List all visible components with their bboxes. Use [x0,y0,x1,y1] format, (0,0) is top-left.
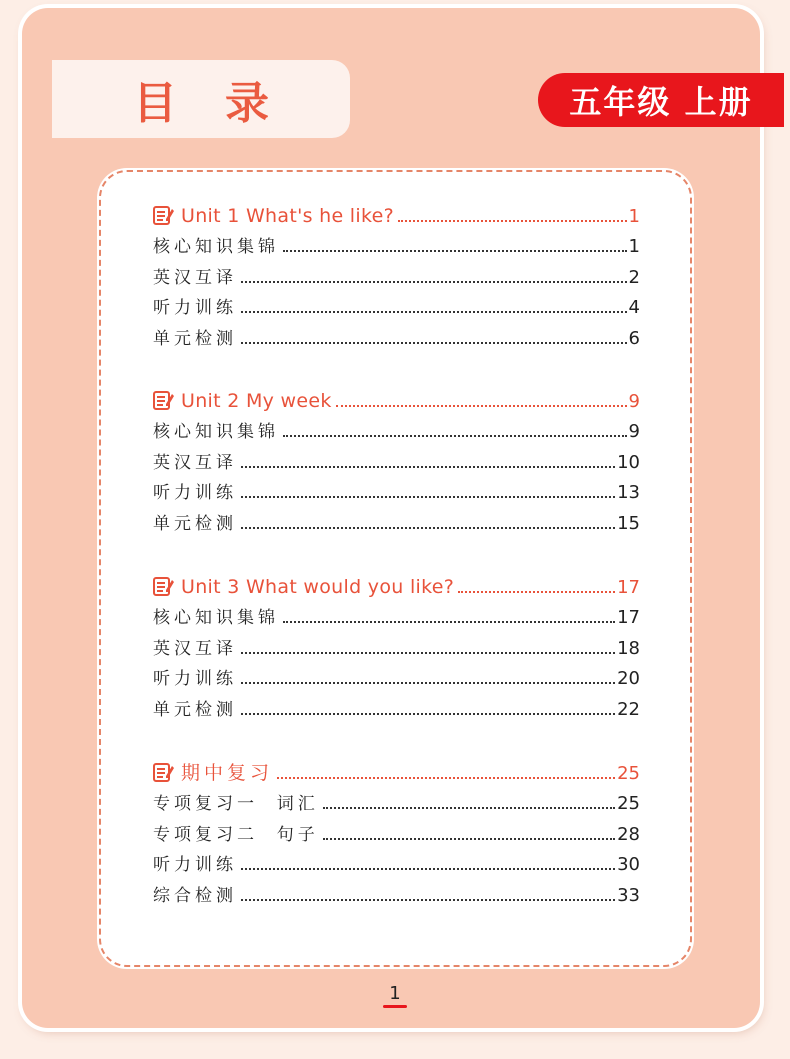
toc-item-label: 听力训练 [153,483,237,504]
toc-item-page: 25 [617,793,640,814]
leader-dots [241,712,615,715]
leader-dots [336,404,627,407]
toc-item[interactable] [153,789,640,820]
leader-dots [241,310,627,313]
leader-dots [323,806,615,809]
leader-dots [277,776,615,779]
toc-item-label: 英汉互译 [153,452,237,473]
toc-item[interactable] [153,417,640,448]
toc-item-label: 核心知识集锦 [153,422,279,442]
toc-item[interactable] [153,634,640,665]
toc-item-label: 综合检测 [153,886,237,907]
toc-heading-title: Unit 3 What would you like? [181,576,455,598]
toc-item[interactable] [153,232,640,263]
toc-section-unit-3 [153,571,640,726]
toc-heading-title: Unit 2 My week [181,390,332,412]
toc-section-unit-1 [153,200,640,355]
leader-dots [241,495,615,498]
toc-item-page: 2 [628,266,640,288]
toc-heading-title: 期中复习 [181,762,274,784]
toc-item-label: 专项复习二 句子 [153,824,319,845]
toc-item-page: 28 [617,823,640,845]
toc-item[interactable] [153,603,640,634]
toc-section-midterm-review [153,757,640,912]
toc-item-label: 听力训练 [153,298,237,319]
toc-item-page: 4 [628,297,640,319]
toc-item-page: 10 [617,451,640,473]
notebook-pen-icon [153,389,175,411]
page-number-text: 1 [389,983,401,1004]
toc-section-unit-2 [153,385,640,540]
page-title: 目录 [133,78,317,129]
toc-item-label: 英汉互译 [153,638,237,659]
leader-dots [283,249,627,252]
toc-item-page: 15 [617,513,640,535]
toc-heading-title: Unit 1 What's he like? [181,205,394,227]
toc-item-page: 17 [617,607,640,628]
toc-heading-row[interactable] [153,385,640,417]
table-of-contents [99,170,692,967]
toc-item-page: 18 [617,637,640,659]
notebook-pen-icon [153,761,175,783]
toc-heading-row[interactable] [153,200,640,232]
toc-item-page: 6 [628,328,640,350]
leader-dots [241,280,627,283]
leader-dots [241,867,615,870]
toc-item-label: 英汉互译 [153,267,237,288]
toc-item[interactable] [153,881,640,912]
toc-item-page: 1 [628,236,640,257]
toc-item[interactable] [153,509,640,540]
toc-item-label: 专项复习一 词汇 [153,794,319,814]
toc-item-label: 单元检测 [153,514,237,535]
toc-item[interactable] [153,820,640,851]
leader-dots [458,590,615,593]
toc-item[interactable] [153,850,640,881]
toc-item-label: 听力训练 [153,669,237,690]
leader-dots [241,526,615,529]
toc-item[interactable] [153,478,640,509]
toc-heading-page: 1 [628,206,640,227]
toc-heading-page: 17 [617,577,640,598]
toc-heading-row[interactable] [153,757,640,789]
toc-item-page: 20 [617,668,640,690]
grade-badge: 五年级 上册 [538,73,784,127]
toc-item-label: 单元检测 [153,329,237,350]
toc-heading-page: 9 [628,391,640,412]
leader-dots [398,219,627,222]
leader-dots [283,434,627,437]
leader-dots [241,465,615,468]
toc-item-page: 13 [617,482,640,504]
toc-item[interactable] [153,293,640,324]
notebook-pen-icon [153,204,175,226]
toc-item-page: 22 [617,699,640,721]
toc-item[interactable] [153,324,640,355]
leader-dots [241,681,615,684]
leader-dots [323,837,615,840]
notebook-pen-icon [153,575,175,597]
title-tab [52,60,350,138]
toc-item-page: 9 [628,421,640,442]
toc-item-label: 单元检测 [153,700,237,721]
toc-item-page: 33 [617,885,640,907]
toc-item-label: 核心知识集锦 [153,237,279,257]
toc-item-page: 30 [617,854,640,876]
leader-dots [283,620,615,623]
leader-dots [241,898,615,901]
toc-item[interactable] [153,263,640,294]
leader-dots [241,651,615,654]
toc-item-label: 核心知识集锦 [153,608,279,628]
toc-item-label: 听力训练 [153,855,237,876]
toc-heading-row[interactable] [153,571,640,603]
page-number [0,983,790,1004]
leader-dots [241,341,627,344]
toc-item[interactable] [153,695,640,726]
toc-item[interactable] [153,664,640,695]
toc-item[interactable] [153,448,640,479]
toc-heading-page: 25 [617,763,640,784]
